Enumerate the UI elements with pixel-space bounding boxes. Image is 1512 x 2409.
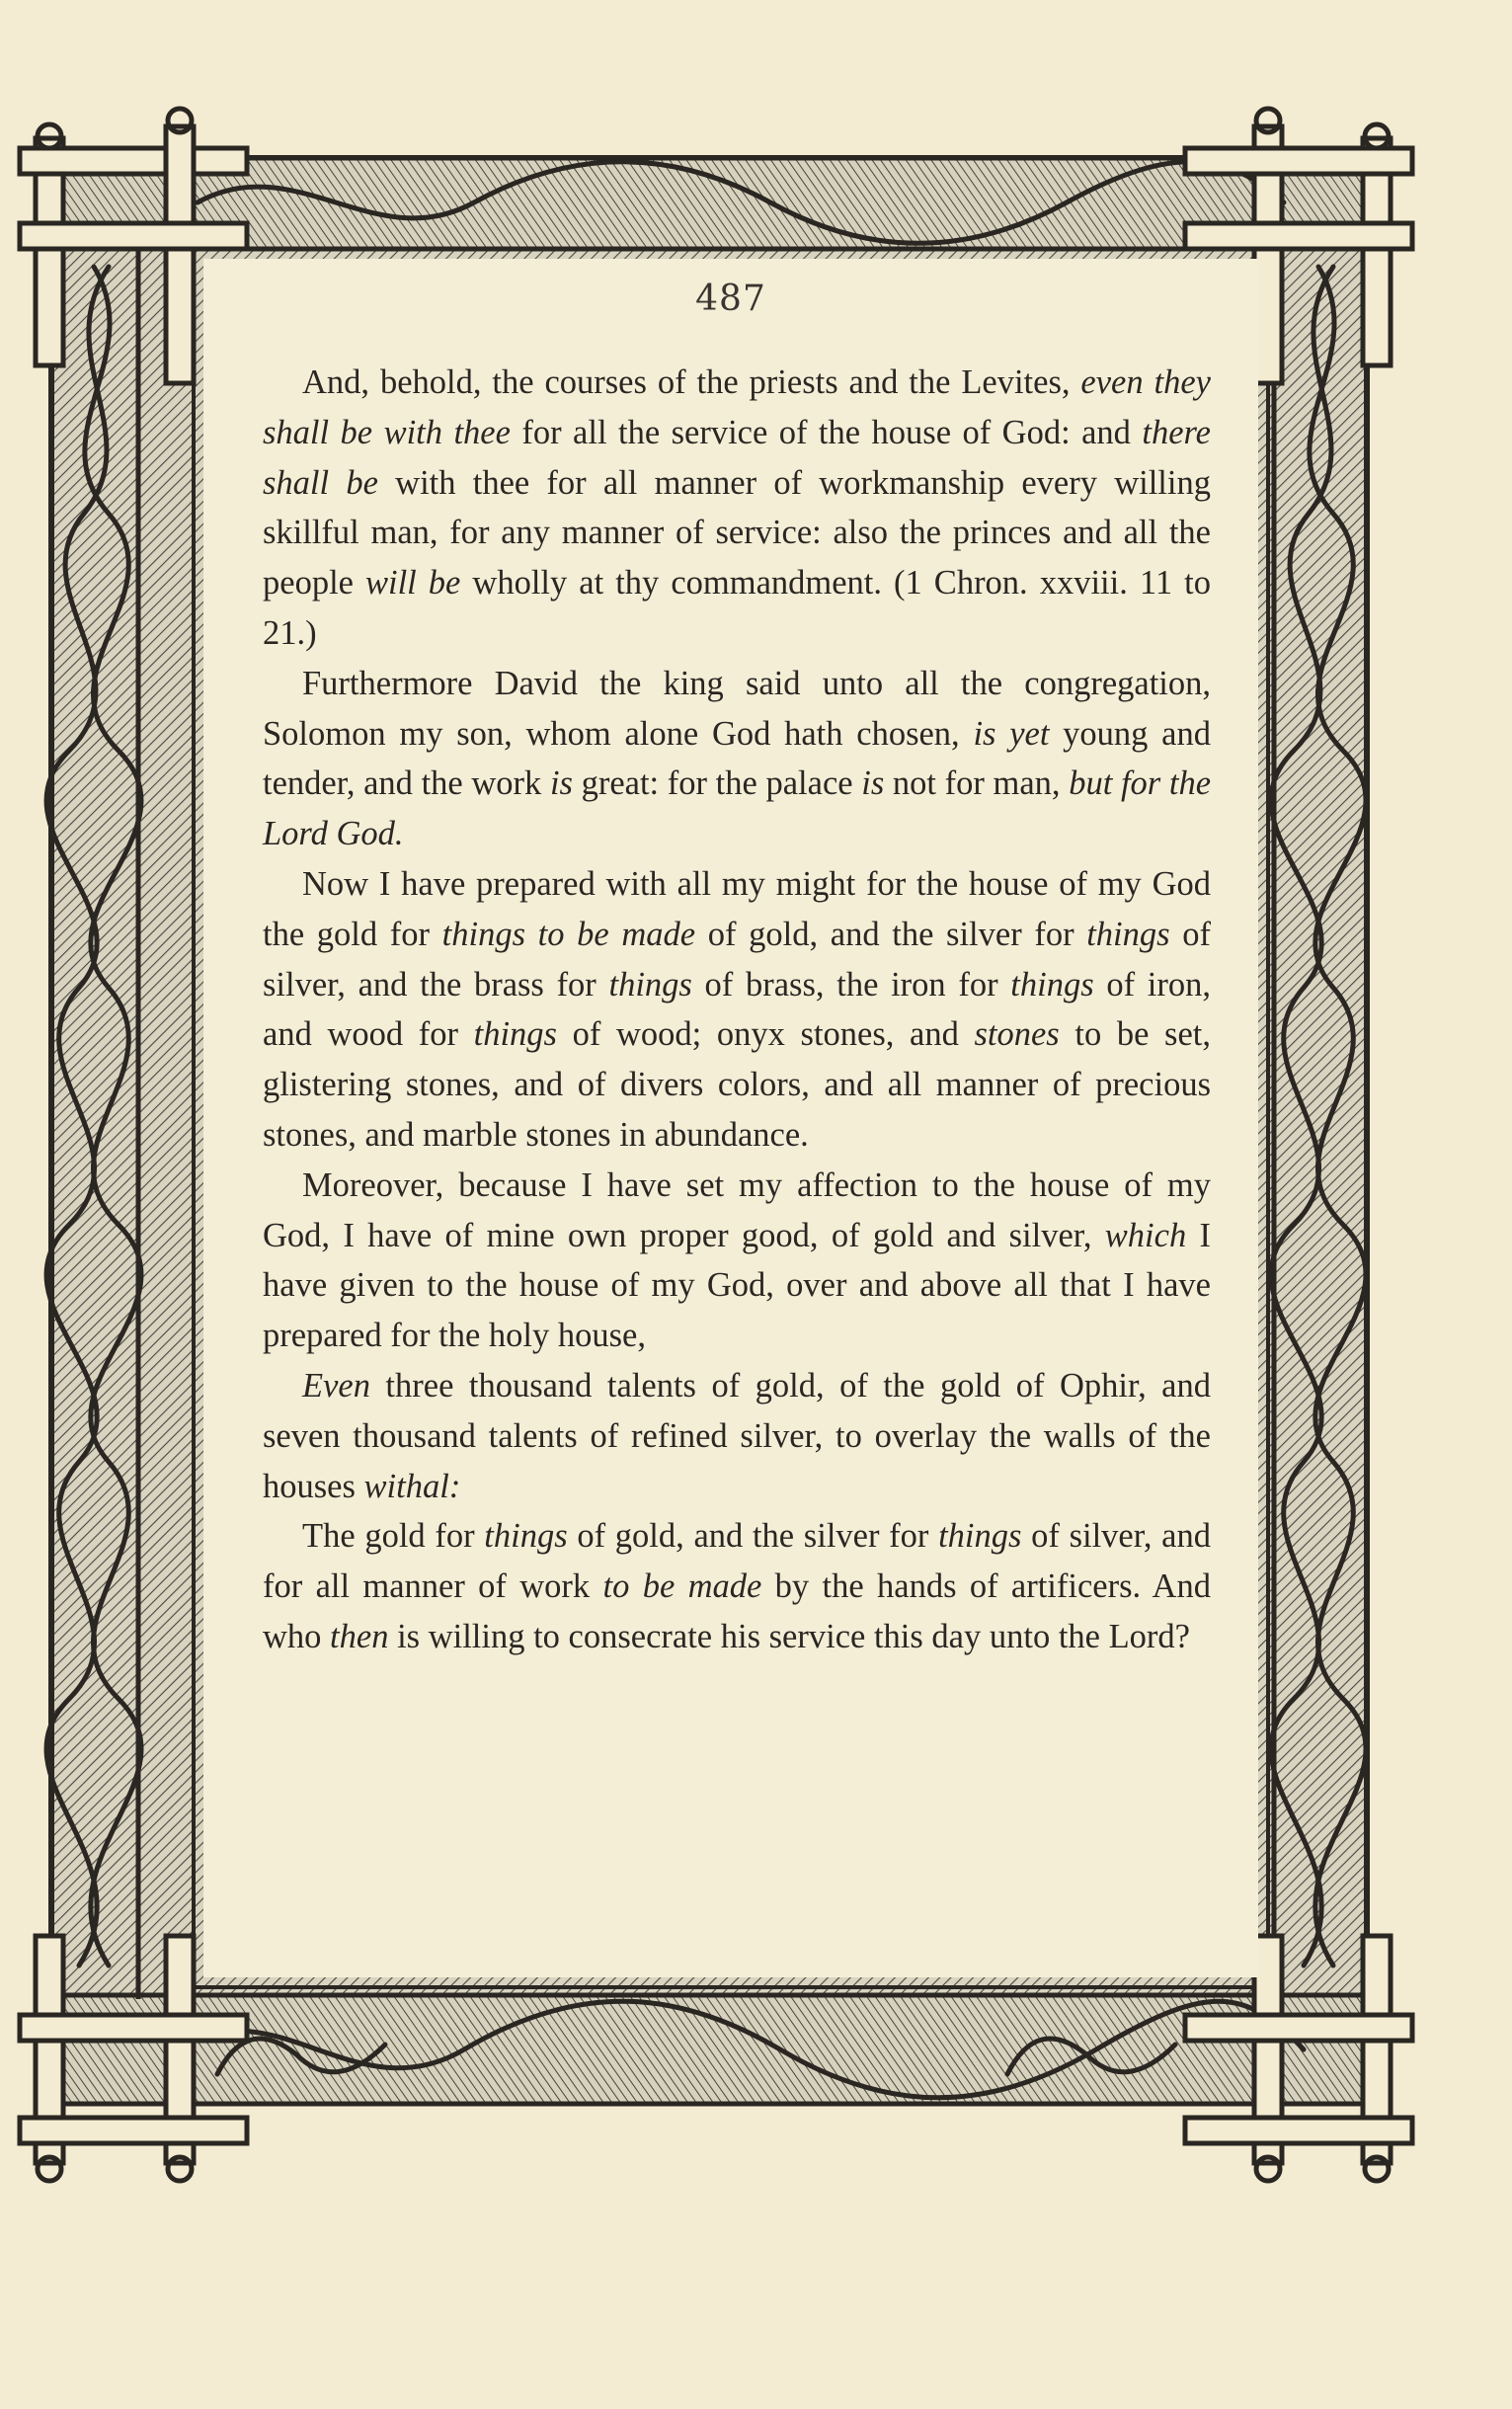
italic-run: which <box>1104 1216 1187 1254</box>
italic-run: is <box>861 764 885 803</box>
text-run: of gold, and the silver for <box>695 915 1087 953</box>
italic-run: things <box>473 1015 557 1054</box>
text-run: And, behold, the courses of the priests and the Levites, <box>302 363 1081 401</box>
italic-run: things <box>484 1517 568 1556</box>
text-run: of wood; onyx stones, and <box>556 1015 975 1054</box>
text-run: three thousand talents of gold, of the gold of Ophir, and seven thousand talents of refined silver, to overlay the walls of the houses <box>263 1366 1211 1505</box>
italic-run: will be <box>365 564 461 602</box>
text-run: I have given to the house of my God, over and above all that I have prepared for the holy house, <box>263 1216 1212 1355</box>
text-run: Furthermore David the king said unto all the congregation, Solomon my son, whom alone God hath chosen, <box>263 664 1211 753</box>
paragraph <box>263 1161 1211 1361</box>
text-run: for all the service of the house of God: and <box>510 413 1143 451</box>
body-text <box>263 358 1211 1662</box>
text-run: to be set, glistering stones, and of divers colors, and all manner of precious stones, and marble stones in abundance. <box>263 1015 1211 1154</box>
italic-run: but for the Lord God. <box>263 764 1212 853</box>
text-run: is willing to consecrate his service this day unto the Lord? <box>388 1617 1190 1655</box>
italic-run: things <box>1086 915 1170 953</box>
text-run: of gold, and the silver for <box>567 1517 939 1556</box>
text-run: Now I have prepared with all my might for the house of my God the gold for <box>263 864 1211 953</box>
text-run: of iron, and wood for <box>263 965 1211 1054</box>
text-run: not for man, <box>884 764 1070 803</box>
text-run: of silver, and for all manner of work <box>263 1517 1211 1606</box>
italic-run: even they shall be with thee <box>263 363 1211 451</box>
italic-run: to be made <box>602 1567 762 1606</box>
italic-run: things to be made <box>441 915 696 953</box>
text-run: of brass, the iron for <box>691 965 1011 1004</box>
text-run: wholly at thy commandment. (1 Chron. xxviii. 11 to 21.) <box>263 564 1211 652</box>
italic-run: is <box>549 764 573 803</box>
paragraph <box>263 1361 1211 1511</box>
text-run: The gold for <box>302 1517 485 1556</box>
text-run: with thee for all manner of workmanship every willing skillful man, for any manner of service: also the princes and all the people <box>263 463 1211 602</box>
text-run: by the hands of artificers. And who <box>263 1567 1211 1655</box>
text-run: great: for the palace <box>572 764 862 803</box>
italic-run: things <box>1010 965 1094 1004</box>
italic-run: is yet <box>973 714 1050 753</box>
text-run: of silver, and the brass for <box>263 915 1211 1004</box>
page-number: 487 <box>695 279 766 319</box>
text-run: Moreover, because I have set my affection to the house of my God, I have of mine own proper good, of gold and silver, <box>263 1165 1211 1254</box>
paragraph <box>263 358 1211 659</box>
text-run: young and tender, and the work <box>263 714 1211 803</box>
paragraph <box>263 1511 1211 1661</box>
italic-run: withal: <box>363 1467 461 1505</box>
paragraph <box>263 859 1211 1161</box>
italic-run: stones <box>974 1015 1060 1054</box>
italic-run: things <box>938 1517 1022 1556</box>
italic-run: then <box>330 1617 389 1655</box>
paragraph <box>263 659 1211 859</box>
italic-run: Even <box>302 1366 370 1405</box>
text-panel <box>203 259 1258 1977</box>
italic-run: there shall be <box>263 413 1211 502</box>
italic-run: things <box>608 965 692 1004</box>
